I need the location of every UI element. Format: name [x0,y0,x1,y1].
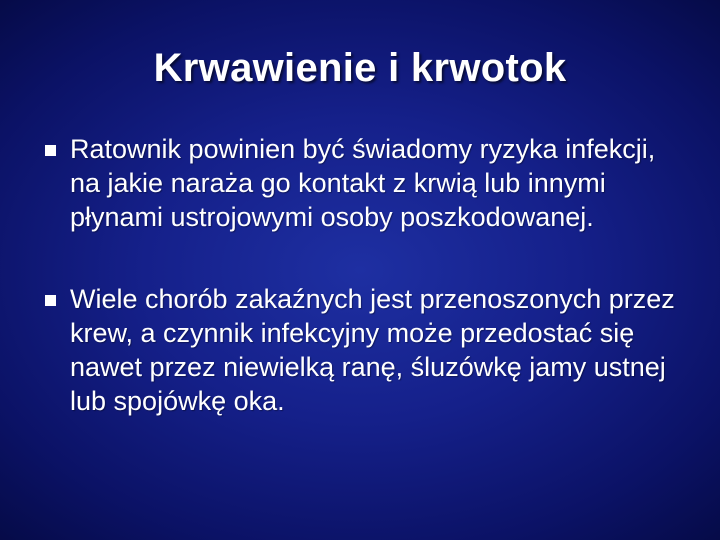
bullet-text: Wiele chorób zakaźnych jest przenoszonych przez krew, a czynnik infekcyjny może przedostać się nawet przez niewielką ranę, śluzówkę jamy ustnej lub spojówkę oka. [70,284,675,416]
square-bullet-icon [45,295,56,306]
square-bullet-icon [45,145,56,156]
slide-title: Krwawienie i krwotok [153,46,567,90]
bullet-list [40,132,690,418]
bullet-text: Ratownik powinien być świadomy ryzyka infekcji, na jakie naraża go kontakt z krwią lub innymi płynami ustrojowymi osoby poszkodowanej. [70,134,656,232]
bullet-item [40,132,690,234]
bullet-item [40,282,690,418]
